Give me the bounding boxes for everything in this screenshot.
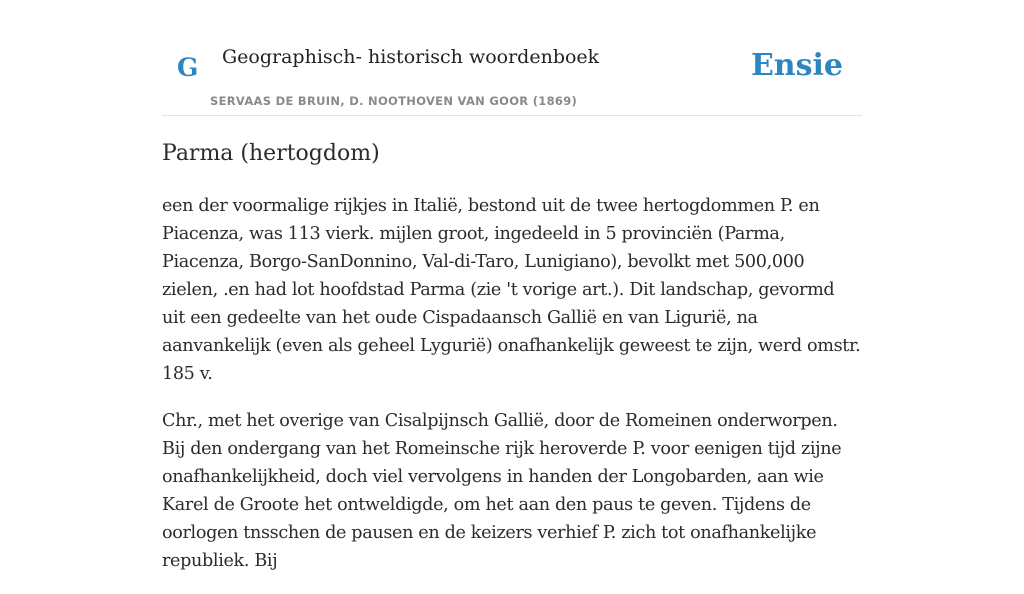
dictionary-logo-icon[interactable]: G [177, 53, 199, 82]
dictionary-author: SERVAAS DE BRUIN, D. NOOTHOVEN VAN GOOR (1869) [210, 94, 578, 108]
dictionary-header [162, 0, 862, 116]
ensie-logo-link[interactable]: Ensie [750, 48, 843, 83]
entry-title: Parma (hertogdom) [162, 141, 380, 166]
entry-paragraph: een der voormalige rijkjes in Italië, bestond uit de twee hertogdommen P. en Piacenza, was 113 vierk. mijlen groot, ingedeeld in 5 provinciën (Parma, Piacenza, Borgo-SanDonnino, Val-di-Taro, Lunigiano), bevolkt met 500,000 zielen, .en had lot hoofdstad Parma (zie 't vorige art.). Dit landschap, gevormd uit een gedeelte van het oude Cispadaansch Gallië en van Ligurië, na aanvankelijk (even als geheel Lygurië) onafhankelijk geweest te zijn, werd omstr. 185 v. [162, 196, 861, 384]
entry-body [162, 192, 862, 594]
entry-paragraph: Chr., met het overige van Cisalpijnsch Gallië, door de Romeinen onderworpen. Bij den ondergang van het Romeinsche rijk heroverde P. voor eenigen tijd zijne onafhankelijkheid, doch viel vervolgens in handen der Longobarden, aan wie Karel de Groote het ontweldigde, om het aan den paus te geven. Tijdens de oorlogen tnsschen de pausen en de keizers verhief P. zich tot onafhankelijke republiek. Bij [162, 411, 842, 571]
dictionary-title-link[interactable]: Geographisch- historisch woordenboek [222, 46, 600, 68]
page [162, 0, 862, 571]
